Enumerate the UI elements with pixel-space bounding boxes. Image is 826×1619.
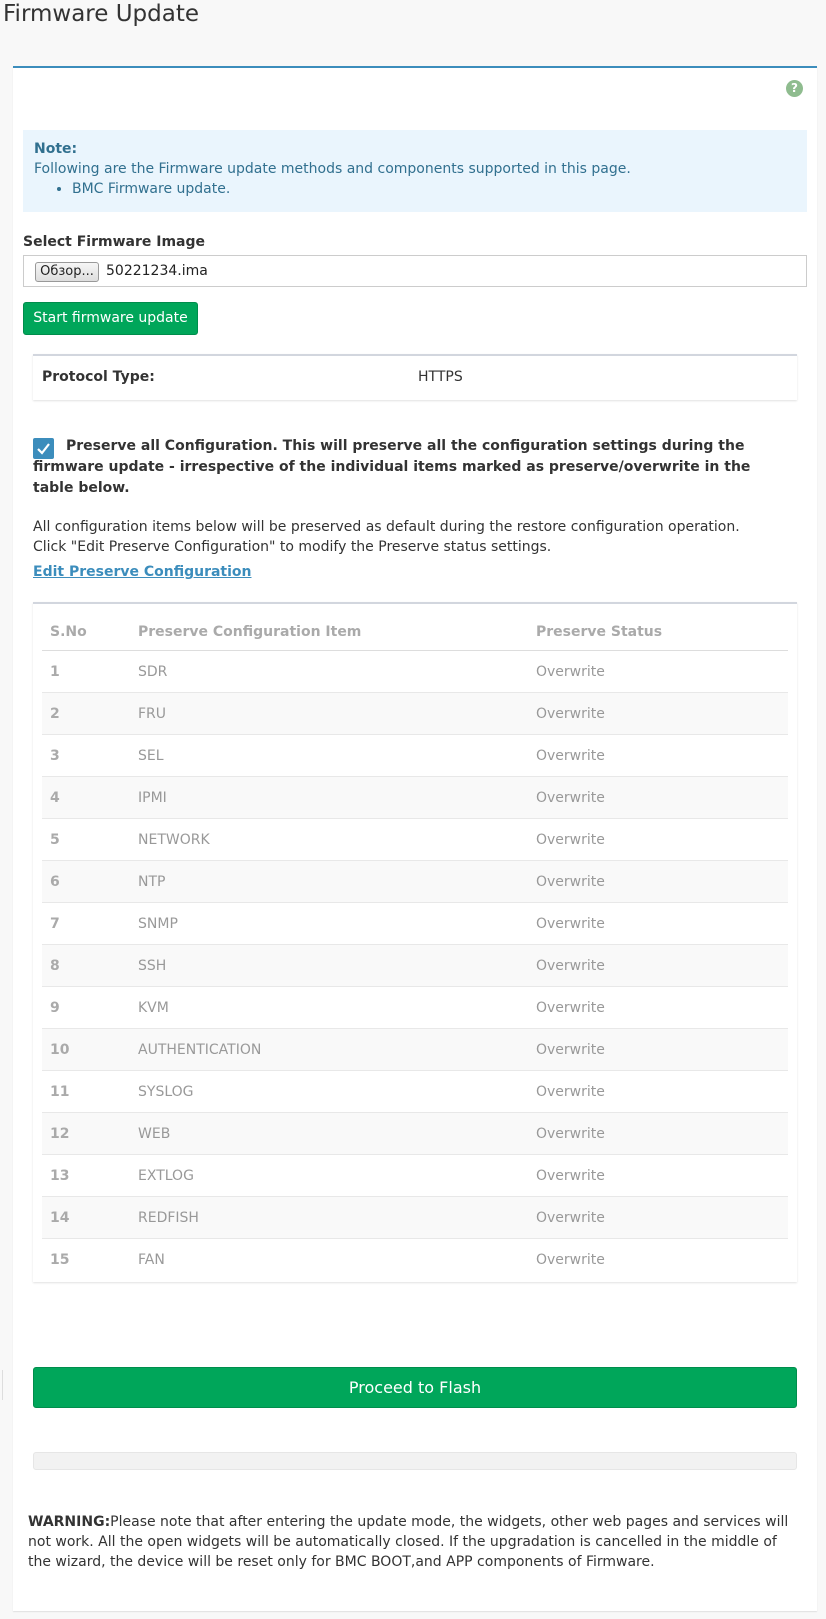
row-status: Overwrite [528, 1155, 788, 1197]
row-sno: 8 [42, 945, 130, 987]
select-firmware-label: Select Firmware Image [23, 234, 206, 250]
table-row [42, 819, 788, 861]
row-sno: 11 [42, 1071, 130, 1113]
row-item: NTP [130, 861, 528, 903]
selected-file-name: 50221234.ima [106, 263, 208, 279]
row-status: Overwrite [536, 1251, 605, 1268]
table-header-row [42, 614, 788, 651]
row-sno: 3 [42, 735, 130, 777]
row-status: Overwrite [528, 651, 788, 693]
preserve-all-text: Preserve all Configuration. This will preserve all the configuration settings during the firmware update - irrespective of the individual items marked as preserve/overwrite in the table below. [33, 438, 751, 496]
edit-preserve-configuration-link[interactable]: Edit Preserve Configuration [33, 564, 252, 580]
preserve-config-table [42, 614, 788, 1280]
warning-body: Please note that after entering the update mode, the widgets, other web pages and services will not work. All the open widgets will be automatically closed. If the upgradation is cancelled in the middle of the wizard, the device will be reset only for BMC BOOT,and APP components of Firmware. [28, 1514, 789, 1570]
page-title: Firmware Update [3, 1, 200, 27]
note-box [23, 130, 807, 212]
row-status: Overwrite [528, 987, 788, 1029]
table-row [42, 1113, 788, 1155]
preserve-config-table-box [33, 602, 797, 1282]
divider [2, 1370, 3, 1400]
header-item: Preserve Configuration Item [130, 614, 528, 651]
protocol-type-label: Protocol Type: [42, 369, 155, 385]
row-status: Overwrite [528, 1197, 788, 1239]
table-row [42, 1155, 788, 1197]
header-status: Preserve Status [528, 614, 788, 651]
row-item: FRU [130, 693, 528, 735]
row-sno: 1 [42, 651, 130, 693]
row-sno: 15 [50, 1251, 70, 1268]
row-item: KVM [130, 987, 528, 1029]
table-row [42, 777, 788, 819]
row-sno: 14 [42, 1197, 130, 1239]
preserve-info-text: All configuration items below will be preserved as default during the restore configuration operation. Click "Edit Preserve Configuration" to modify the Preserve status settings. [33, 519, 740, 555]
warning-label: WARNING: [28, 1514, 111, 1530]
table-row [42, 861, 788, 903]
table-row [42, 945, 788, 987]
row-sno: 10 [42, 1029, 130, 1071]
row-sno: 7 [42, 903, 130, 945]
firmware-file-input[interactable] [23, 255, 807, 287]
row-item: EXTLOG [130, 1155, 528, 1197]
row-status: Overwrite [528, 1029, 788, 1071]
row-item: SDR [130, 651, 528, 693]
flash-progress-bar [33, 1452, 797, 1470]
row-item: WEB [130, 1113, 528, 1155]
row-status: Overwrite [528, 735, 788, 777]
protocol-type-value: HTTPS [418, 369, 463, 385]
table-row [42, 1239, 788, 1281]
row-status: Overwrite [528, 693, 788, 735]
table-row [42, 987, 788, 1029]
header-sno: S.No [42, 614, 130, 651]
table-row [42, 1029, 788, 1071]
row-status: Overwrite [528, 903, 788, 945]
row-status: Overwrite [528, 861, 788, 903]
row-item: SYSLOG [130, 1071, 528, 1113]
row-sno: 5 [42, 819, 130, 861]
row-status: Overwrite [528, 819, 788, 861]
row-sno: 12 [42, 1113, 130, 1155]
preserve-all-checkbox[interactable] [33, 438, 54, 459]
row-item: SEL [130, 735, 528, 777]
note-list-item: • BMC Firmware update. [72, 179, 796, 199]
row-status: Overwrite [528, 945, 788, 987]
row-item: SSH [130, 945, 528, 987]
warning-text [28, 1512, 804, 1572]
note-list [34, 179, 796, 199]
note-title: Note: [34, 141, 78, 157]
protocol-box [33, 354, 797, 400]
checkmark-icon [36, 442, 51, 455]
row-status: Overwrite [528, 1113, 788, 1155]
row-item: AUTHENTICATION [130, 1029, 528, 1071]
table-row [42, 651, 788, 693]
table-row [42, 903, 788, 945]
row-item: FAN [138, 1251, 165, 1268]
row-item: SNMP [130, 903, 528, 945]
table-row [42, 1071, 788, 1113]
row-status: Overwrite [528, 1071, 788, 1113]
row-item: IPMI [130, 777, 528, 819]
browse-button[interactable]: Обзор... [35, 262, 99, 282]
row-sno: 4 [42, 777, 130, 819]
row-sno: 9 [42, 987, 130, 1029]
row-sno: 6 [42, 861, 130, 903]
row-sno: 2 [42, 693, 130, 735]
firmware-update-panel [13, 66, 817, 1611]
table-row [42, 735, 788, 777]
proceed-to-flash-button[interactable]: Proceed to Flash [33, 1367, 797, 1408]
table-row [42, 1197, 788, 1239]
row-item: NETWORK [130, 819, 528, 861]
row-item: REDFISH [130, 1197, 528, 1239]
row-status: Overwrite [528, 777, 788, 819]
row-sno: 13 [42, 1155, 130, 1197]
note-text: Following are the Firmware update methods and components supported in this page. [34, 161, 631, 177]
table-row [42, 693, 788, 735]
start-firmware-update-button[interactable]: Start firmware update [23, 302, 198, 335]
question-circle-icon[interactable]: ? [786, 80, 803, 97]
